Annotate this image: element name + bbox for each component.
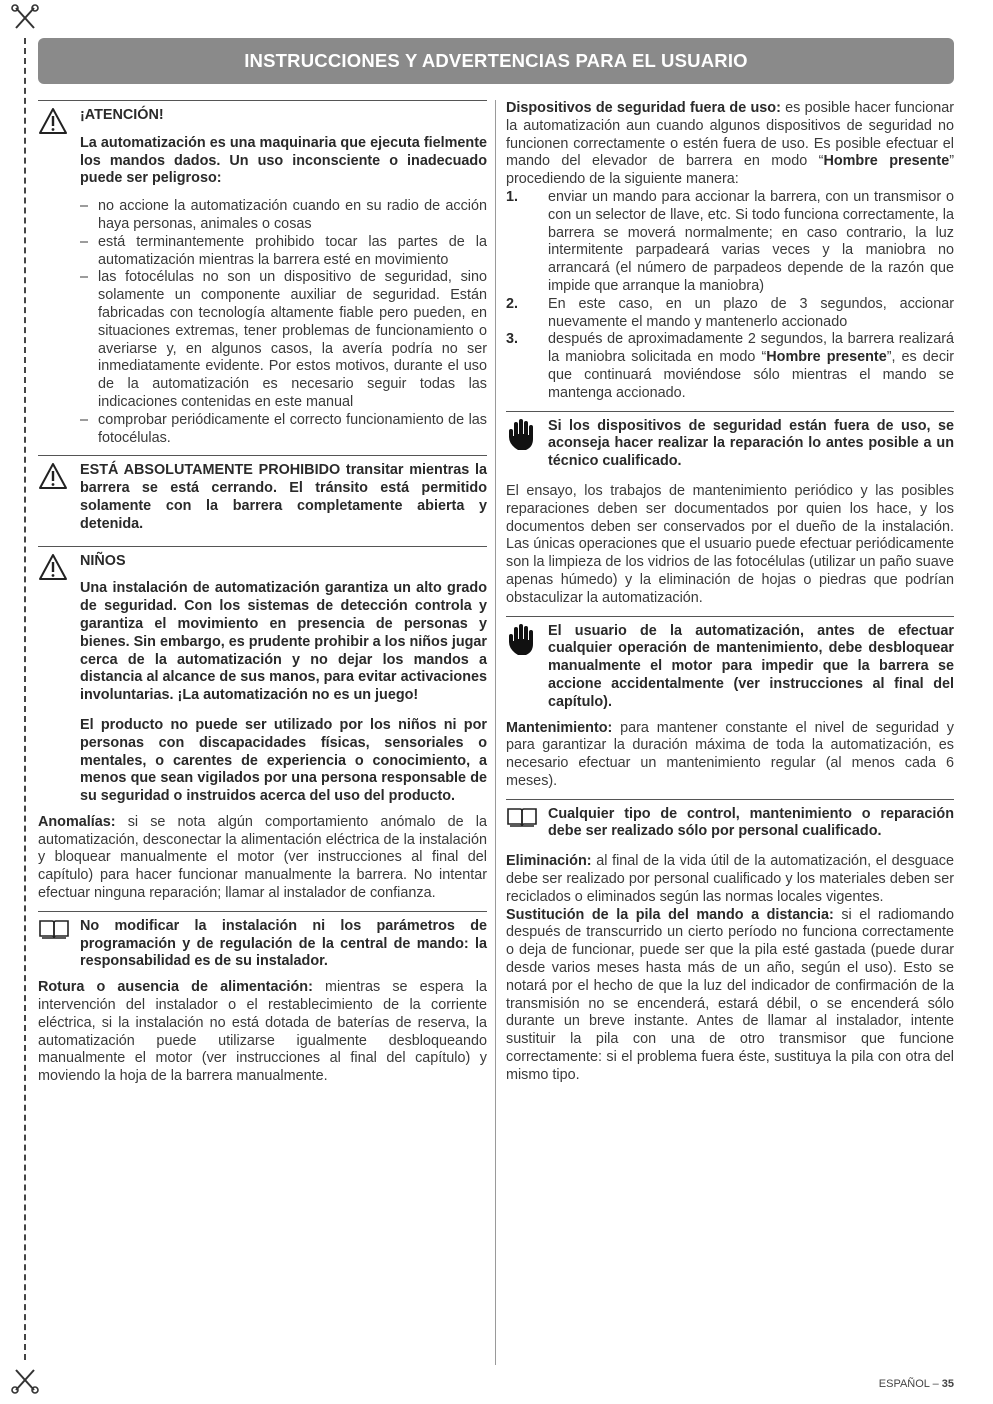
- children-block: [38, 546, 487, 806]
- step-text-bold: Hombre presente: [766, 349, 887, 366]
- step-number: 1.: [506, 188, 519, 205]
- anomalies-text: si se nota algún comportamiento anómalo de la automatización, desconectar la alimentación eléctrica de la instalación y bloquear manualmente el motor (ver instrucciones al final del capítulo) para hacer funcionar manualmente la barrera. No intentar efectuar ninguna reparación; llamar al instalador de confianza.: [38, 813, 487, 902]
- hand-stop-icon: [506, 418, 538, 452]
- warning-icon: [38, 553, 68, 581]
- list-item: – no accione la automatización cuando en su radio de acción haya personas, animales o cosas: [80, 198, 487, 234]
- installer-note: [38, 911, 487, 971]
- list-item: – está terminantemente prohibido tocar las partes de la automatización mientras la barrera esté en movimiento: [80, 234, 487, 270]
- prohibited-text: ESTÁ ABSOLUTAMENTE PROHIBIDO transitar mientras la barrera se está cerrando. El tránsito está permitido solamente con la barrera completamente abierta y detenida.: [80, 462, 487, 532]
- page-title: INSTRUCCIONES Y ADVERTENCIAS PARA EL USUARIO: [244, 50, 748, 71]
- column-divider: [495, 100, 496, 1365]
- page-header: [38, 38, 954, 84]
- cut-line: [24, 38, 26, 1360]
- right-column: [506, 100, 954, 1085]
- disposal-paragraph: [506, 853, 954, 906]
- power-paragraph: [38, 979, 487, 1086]
- unlock-note-text: El usuario de la automatización, antes de efectuar cualquier operación de mantenimiento, debe desbloquear manualmente el motor para impedir que la barrera se accione accidentalmente (ver instrucciones al final del capítulo).: [548, 622, 954, 710]
- repair-note-text: Si los dispositivos de seguridad están fuera de uso, se aconseja hacer realizar la reparación lo antes posible a un técnico cualificado.: [548, 417, 954, 470]
- power-text: mientras se espera la intervención del instalador o el restablecimiento de la corriente eléctrica, si la instalación no está dotada de baterías de reserva, la automatización puede utilizarse igualmente desbloqueando manualmente el motor (ver instrucciones al final del capítulo) y moviendo la hoja de la barrera manualmente.: [38, 979, 487, 1085]
- qualified-note-text: Cualquier tipo de control, mantenimiento o reparación debe ser realizado sólo por personal cualificado.: [548, 805, 954, 840]
- list-item: – comprobar periódicamente el correcto funcionamiento de las fotocélulas.: [80, 412, 487, 448]
- step-number: 2.: [506, 295, 519, 312]
- steps-list: [506, 189, 954, 403]
- list-item: [506, 331, 954, 402]
- testing-paragraph: El ensayo, los trabajos de mantenimiento periódico y las posibles reparaciones deben ser documentados por quien los hace, y los documentos deben ser conservados por el dueño de la instalación. Las únicas operaciones que el usuario puede efectuar periódicamente son la limpieza de los vidrios de las fotocélulas (utilizar un paño suave apenas húmedo) y la eliminación de hojas o piedras que podrían obstaculizar la automatización.: [506, 482, 955, 606]
- power-label: Rotura o ausencia de alimentación:: [38, 979, 313, 996]
- attention-block: [38, 100, 487, 447]
- disposal-label: Eliminación:: [506, 853, 592, 870]
- attention-title: ¡ATENCIÓN!: [80, 107, 164, 123]
- warning-icon: [38, 462, 68, 490]
- children-paragraph-1: Una instalación de automatización garantiza un alto grado de seguridad. Con los sistemas de detección controla y garantiza el movimiento en presencia de personas y bienes. Sin embargo, es prudente prohibir a los niños jugar cerca de la automatización y no dejar los mandos a distancia al alcance de sus manos, para evitar activaciones involuntarias. ¡La automatización no es un juego!: [80, 580, 488, 704]
- scissors-icon: [10, 4, 40, 34]
- step-text-part: ”, es decir que continuará moviéndose sólo mientras el mando se mantenga accionado.: [548, 349, 954, 401]
- disposal-text: al final de la vida útil de la automatización, el desguace debe ser realizado por personal cualificado y los materiales deben ser reciclados o eliminados según las normas locales vigentes.: [506, 853, 954, 905]
- safety-devices-paragraph: [506, 100, 954, 189]
- maintenance-paragraph: [506, 720, 954, 791]
- children-title: NIÑOS: [80, 552, 126, 569]
- children-paragraph-2: El producto no puede ser utilizado por los niños ni por personas con discapacidades físicas, sensoriales o mentales, o carentes de experiencia o conocimiento, a menos que sean vigilados por una persona responsable de su seguridad o instruidos acerca del uso del producto.: [80, 716, 487, 805]
- step-text: En este caso, en un plazo de 3 segundos, accionar nuevamente el mando y mantenerlo accionado: [548, 295, 954, 330]
- safety-devices-mode: Hombre presente: [823, 153, 950, 170]
- book-icon: [506, 806, 538, 828]
- battery-paragraph: [506, 907, 954, 1085]
- battery-label: Sustitución de la pila del mando a distancia:: [506, 906, 834, 923]
- list-item: [506, 189, 954, 296]
- maintenance-text: para mantener constante el nivel de seguridad y para garantizar la duración máxima de toda la automatización, es necesario efectuar un mantenimiento regular (al menos cada 6 meses).: [506, 719, 954, 789]
- left-column: [38, 100, 487, 1086]
- step-text: enviar un mando para accionar la barrera, con un transmisor o con un selector de llave, etc. Si todo funciona correctamente, la barrera se moverá normalmente; en caso contrario, la luz intermitente parpadeará varias veces y la maniobra no arrancará (el número de parpadeos depende de la razón que impide que arranque la maniobra): [548, 188, 954, 294]
- footer-language: ESPAÑOL –: [878, 1378, 942, 1390]
- qualified-note: [506, 799, 954, 842]
- step-text-part: después de aproximadamente 2 segundos, la barrera realizará la maniobra solicitada en modo “: [548, 331, 954, 366]
- hand-stop-icon: [506, 623, 538, 657]
- book-icon: [38, 918, 70, 940]
- unlock-note: [506, 616, 954, 712]
- step-number: 3.: [506, 331, 519, 348]
- maintenance-label: Mantenimiento:: [506, 719, 613, 736]
- page-number: 35: [941, 1378, 954, 1390]
- attention-list: [80, 198, 487, 447]
- list-item: – las fotocélulas no son un dispositivo de seguridad, sino solamente un componente auxiliar de seguridad. Están fabricadas con tecnología altamente fiable pero pueden, en situaciones extremas, tener problemas de funcionamiento o averiarse y, en algunos casos, la avería podría no ser inmediatamente evidente. Por estos motivos, durante el uso de la automatización es necesario seguir todas las indicaciones contenidas en este manual: [80, 269, 487, 411]
- attention-lead: La automatización es una maquinaria que ejecuta fielmente los mandos dados. Un uso inconsciente o inadecuado puede ser peligroso:: [80, 134, 487, 187]
- anomalies-label: Anomalías:: [38, 813, 116, 830]
- page-footer: [760, 1378, 954, 1390]
- battery-text: si el radiomando después de transcurrido un cierto período no funciona correctamente o deja de funcionar, puede ser que la pila esté gastada (puede durar desde varios meses hasta más de un año, según el uso). Esto se notará por el hecho de que la luz del indicador de confirmación de la transmisión no se encenderá, estará débil, o se encenderá sólo durante un breve instante. Antes de llamar al instalador, intente sustituir la pila con una de otro transmisor que funcione correctamente: si el problema fuera éste, sustituya la pila con otra del mismo tipo.: [506, 906, 955, 1083]
- prohibited-block: [38, 455, 487, 533]
- safety-devices-label: Dispositivos de seguridad fuera de uso:: [506, 100, 781, 116]
- installer-note-text: No modificar la instalación ni los parámetros de programación y de regulación de la central de mando: la responsabilidad es de su instalador.: [80, 917, 487, 970]
- warning-icon: [38, 107, 68, 135]
- anomalies-paragraph: [38, 814, 487, 903]
- list-item: [506, 296, 954, 332]
- safety-devices-text: es posible hacer funcionar la automatización aun cuando algunos dispositivos de seguridad no funcionen correctamente o estén fuera de uso. Es posible efectuar el mando del elevador de barrera en modo “: [506, 100, 955, 170]
- repair-note: [506, 411, 954, 471]
- step-text: [548, 331, 954, 402]
- scissors-icon: [10, 1364, 40, 1394]
- safety-devices-text-end: ” procediendo de la siguiente manera:: [506, 153, 954, 188]
